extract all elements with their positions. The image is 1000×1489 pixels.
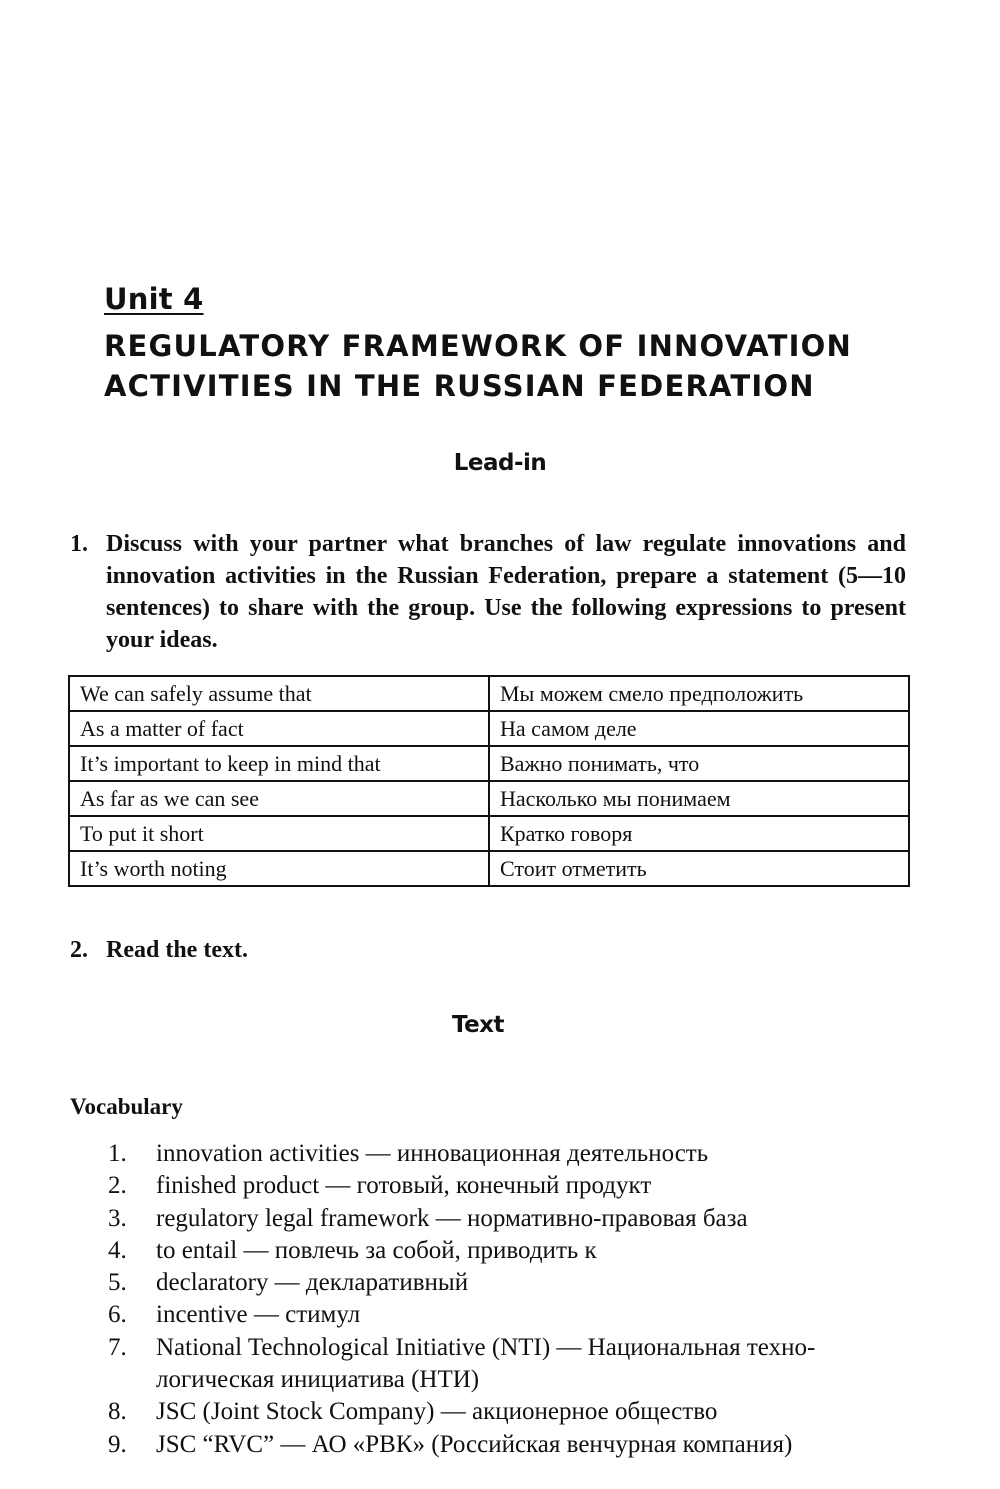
vocabulary-heading: Vocabulary — [70, 1094, 183, 1119]
table-row — [69, 676, 909, 711]
expression-ru: Насколько мы понимаем — [489, 781, 909, 816]
expression-en: As a matter of fact — [69, 711, 489, 746]
list-item-text: incentive — стимул — [156, 1301, 361, 1329]
expression-ru: Важно понимать, что — [489, 746, 909, 781]
list-item-number: 9. — [108, 1430, 127, 1458]
list-item-text: JSC (Joint Stock Company) — акционерное общество — [156, 1398, 718, 1426]
list-item-text: regulatory legal framework — нормативно-правовая база — [156, 1204, 748, 1232]
list-item-text: innovation activities — инновационная деятельность — [156, 1140, 709, 1167]
list-item-number: 6. — [108, 1301, 127, 1329]
unit-label: Unit 4 — [104, 282, 204, 316]
lead-in-heading: Lead-in — [453, 450, 547, 476]
expression-en: We can safely assume that — [69, 676, 489, 711]
list-item-text: to entail — повлечь за собой, приводить к — [156, 1236, 597, 1264]
table-row — [69, 781, 909, 816]
list-item — [108, 1429, 918, 1461]
list-item-text: National Technological Initiative (NTI) — Национальная техно-логическая инициатива (НТИ) — [156, 1333, 816, 1394]
expression-en: It’s worth noting — [69, 851, 489, 886]
task-1-text: Discuss with your partner what branches of law regulate innovations and innovation activities in the Russian Federation, prepare a statement (5—10 sentences) to share with the group. Use the following expressions to present your ideas. — [106, 531, 906, 653]
list-item-number: 1. — [108, 1140, 127, 1167]
list-item — [108, 1267, 918, 1299]
unit-title-line-2: ACTIVITIES IN THE RUSSIAN FEDERATION — [104, 369, 815, 403]
table-row — [69, 816, 909, 851]
list-item-text: JSC “RVC” — АО «РВК» (Российская венчурная компания) — [156, 1430, 793, 1458]
list-item — [108, 1332, 918, 1397]
list-item-number: 5. — [108, 1269, 127, 1297]
expression-en: As far as we can see — [69, 781, 489, 816]
table-row — [69, 746, 909, 781]
expression-ru: На самом деле — [489, 711, 909, 746]
vocabulary-list — [108, 1138, 918, 1461]
list-item — [108, 1170, 918, 1202]
list-item-number: 2. — [108, 1172, 127, 1200]
task-1-number: 1. — [70, 531, 88, 557]
list-item — [108, 1235, 918, 1267]
list-item-number: 8. — [108, 1398, 127, 1426]
expression-en: To put it short — [69, 816, 489, 851]
list-item — [108, 1299, 918, 1331]
table-row — [69, 711, 909, 746]
unit-title — [104, 326, 904, 406]
list-item — [108, 1396, 918, 1428]
task-2 — [70, 934, 470, 968]
expression-ru: Мы можем смело предположить — [489, 676, 909, 711]
task-2-text: Read the text. — [106, 937, 248, 963]
list-item — [108, 1138, 918, 1170]
task-1 — [70, 528, 910, 660]
list-item-number: 3. — [108, 1204, 127, 1232]
list-item-number: 4. — [108, 1236, 127, 1264]
list-item-text: finished product — готовый, конечный продукт — [156, 1172, 652, 1200]
expression-ru: Стоит отметить — [489, 851, 909, 886]
expression-en: It’s important to keep in mind that — [69, 746, 489, 781]
expression-ru: Кратко говоря — [489, 816, 909, 851]
text-heading: Text — [451, 1012, 505, 1038]
expressions-table — [68, 675, 910, 887]
unit-title-line-1: REGULATORY FRAMEWORK OF INNOVATION — [104, 329, 852, 363]
list-item-text: declaratory — декларативный — [156, 1269, 469, 1297]
list-item — [108, 1203, 918, 1235]
task-2-number: 2. — [70, 937, 88, 963]
table-row — [69, 851, 909, 886]
list-item-number: 7. — [108, 1333, 127, 1361]
